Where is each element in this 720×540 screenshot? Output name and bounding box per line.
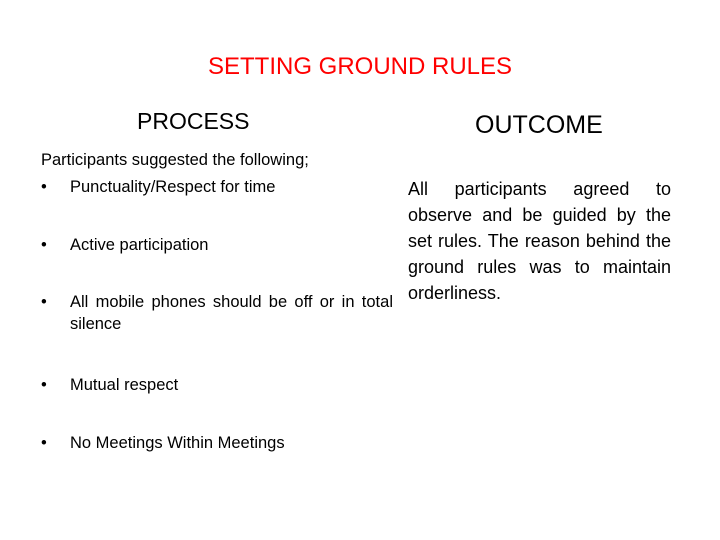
outcome-text: All participants agreed to observe and be guided by the set rules. The reason behind the ground rules was to maintain orderliness. bbox=[408, 179, 671, 303]
outcome-heading: OUTCOME bbox=[475, 111, 603, 139]
process-list-item bbox=[41, 176, 393, 198]
process-item-text: Punctuality/Respect for time bbox=[70, 178, 276, 196]
process-item-text: All mobile phones should be off or in total silence bbox=[70, 293, 393, 333]
process-heading: PROCESS bbox=[137, 108, 250, 134]
process-item-text: Active participation bbox=[70, 236, 209, 254]
bullet-icon: • bbox=[41, 178, 47, 196]
process-list-item bbox=[41, 432, 393, 454]
bullet-icon: • bbox=[41, 293, 47, 311]
bullet-icon: • bbox=[41, 236, 47, 254]
process-list-item bbox=[41, 291, 393, 335]
slide-title: SETTING GROUND RULES bbox=[207, 53, 513, 80]
process-item-text: No Meetings Within Meetings bbox=[70, 434, 285, 452]
process-intro: Participants suggested the following; bbox=[41, 151, 309, 169]
process-list-item bbox=[41, 374, 393, 396]
process-list-item bbox=[41, 234, 393, 256]
bullet-icon: • bbox=[41, 434, 47, 452]
process-item-text: Mutual respect bbox=[70, 376, 179, 394]
bullet-icon: • bbox=[41, 376, 47, 394]
